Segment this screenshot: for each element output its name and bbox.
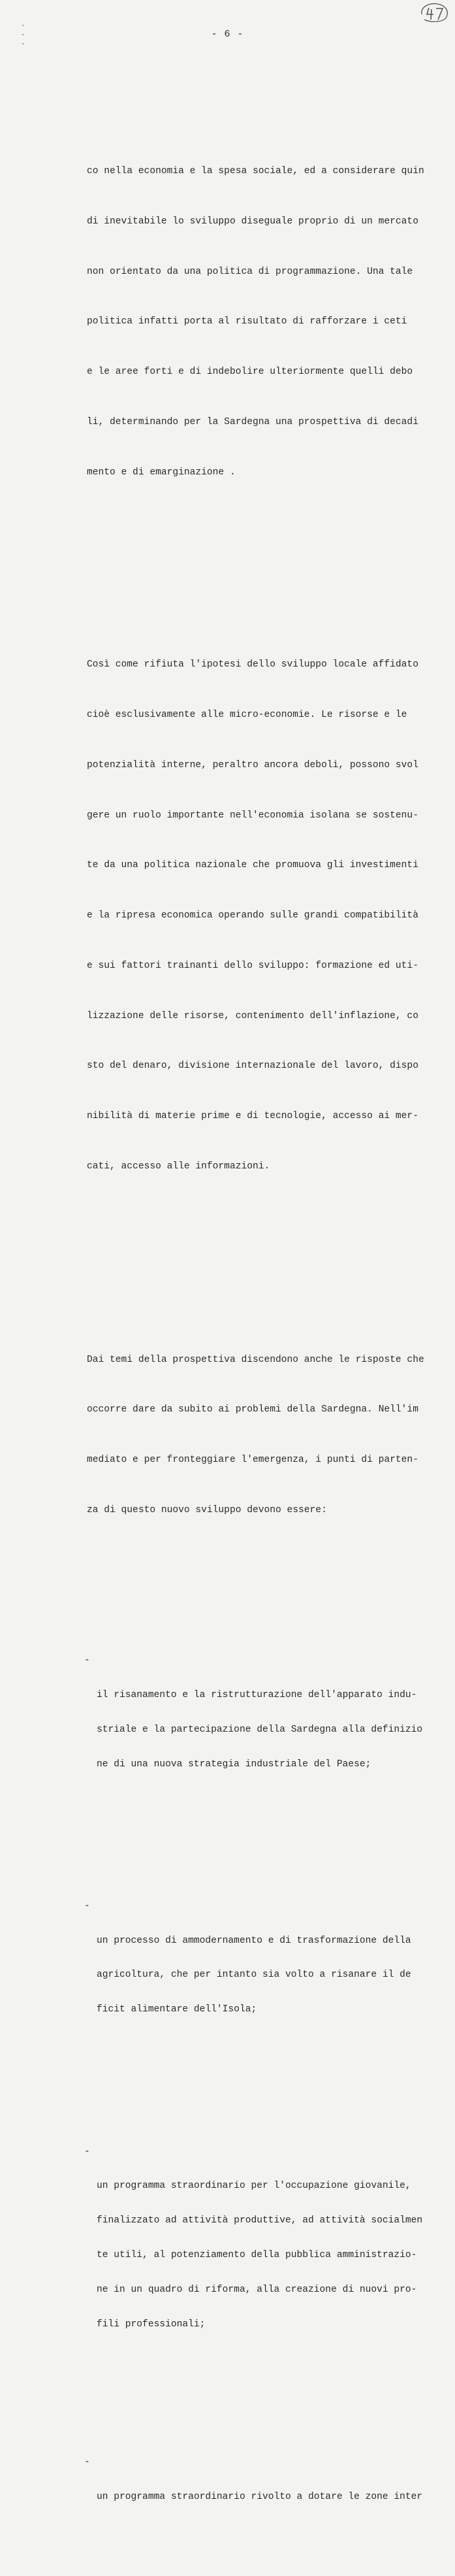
bullet-item xyxy=(84,1655,423,1793)
text-line: e la ripresa economica operando sulle grandi compatibilità xyxy=(87,910,418,921)
handwritten-page-number xyxy=(418,1,450,24)
bullet-dash: - xyxy=(84,2456,90,2468)
text-line: politica infatti porta al risultato di rafforzare i ceti xyxy=(87,316,407,327)
text-line: e sui fattori trainanti dello sviluppo: formazione ed uti- xyxy=(87,960,418,971)
text-line: un programma straordinario rivolto a dotare le zone inter xyxy=(97,2491,423,2502)
text-line: sto del denaro, divisione internazionale del lavoro, dispo xyxy=(87,1061,418,1072)
text-line: lizzazione delle risorse, contenimento dell'inflazione, co xyxy=(87,1010,418,1021)
text-line: te utili, al potenziamento della pubblica amministrazio- xyxy=(97,2249,417,2260)
text-line: Così come rifiuta l'ipotesi dello sviluppo locale affidato xyxy=(87,659,418,670)
bullet-item xyxy=(84,1900,413,2039)
text-line: fili professionali; xyxy=(97,2319,206,2330)
bullet-dash: - xyxy=(84,1900,90,1911)
page-number: - 6 - xyxy=(211,29,244,40)
text-line: co nella economia e la spesa sociale, ed a considerare quin xyxy=(87,165,424,176)
text-line: gere un ruolo importante nell'economia isolana se sostenu- xyxy=(87,810,418,821)
text-line: e le aree forti e di indebolire ulteriormente quelli debo xyxy=(87,367,413,378)
text-line: ficit alimentare dell'Isola; xyxy=(97,2004,257,2015)
text-line: te da una politica nazionale che promuova gli investimenti xyxy=(87,860,418,871)
text-line: un processo di ammodernamento e di trasformazione della xyxy=(97,1935,411,1946)
text-line: il risanamento e la ristrutturazione dell'apparato indu- xyxy=(97,1690,417,1700)
text-line: za di questo nuovo sviluppo devono essere: xyxy=(87,1504,327,1515)
paragraph-2 xyxy=(87,623,418,1209)
paragraph-3 xyxy=(87,1318,424,1552)
text-line: li, determinando per la Sardegna una prospettiva di decadi xyxy=(87,416,418,427)
text-line: Dai temi della prospettiva discendono anche le risposte che xyxy=(87,1354,424,1365)
document-body xyxy=(84,80,424,2576)
handwritten-number-mark xyxy=(418,1,450,24)
text-line: cioè esclusivamente alle micro-economie. Le risorse e le xyxy=(87,709,407,720)
text-line: cati, accesso alle informazioni. xyxy=(87,1161,270,1172)
bullet-item xyxy=(84,2456,423,2526)
text-line: occorre dare da subito ai problemi della Sardegna. Nell'im xyxy=(87,1404,418,1415)
text-line: finalizzato ad attività produttive, ad attività socialmen xyxy=(97,2215,423,2226)
text-line: ne di una nuova strategia industriale del Paese; xyxy=(97,1759,371,1770)
text-line: non orientato da una politica di programmazione. Una tale xyxy=(87,266,413,277)
text-line: mento e di emarginazione . xyxy=(87,467,236,478)
bullet-item xyxy=(84,2146,423,2354)
text-line: ne in un quadro di riforma, alla creazione di nuovi pro- xyxy=(97,2284,417,2295)
bullet-dash: - xyxy=(84,2146,90,2157)
text-line: un programma straordinario per l'occupazione giovanile, xyxy=(97,2181,411,2192)
text-line: striale e la partecipazione della Sardegna alla definizio xyxy=(97,1724,423,1735)
text-line: nibilità di materie prime e di tecnologie, accesso ai mer- xyxy=(87,1111,418,1122)
text-line: di inevitabile lo sviluppo diseguale proprio di un mercato xyxy=(87,216,418,227)
text-line: mediato e per fronteggiare l'emergenza, i punti di parten- xyxy=(87,1455,418,1466)
paragraph-1 xyxy=(87,130,424,515)
bullet-dash: - xyxy=(84,1655,90,1666)
text-line: potenzialità interne, peraltro ancora deboli, possono svol xyxy=(87,759,418,770)
text-line: agricoltura, che per intanto sia volto a risanare il de xyxy=(97,1970,411,1981)
